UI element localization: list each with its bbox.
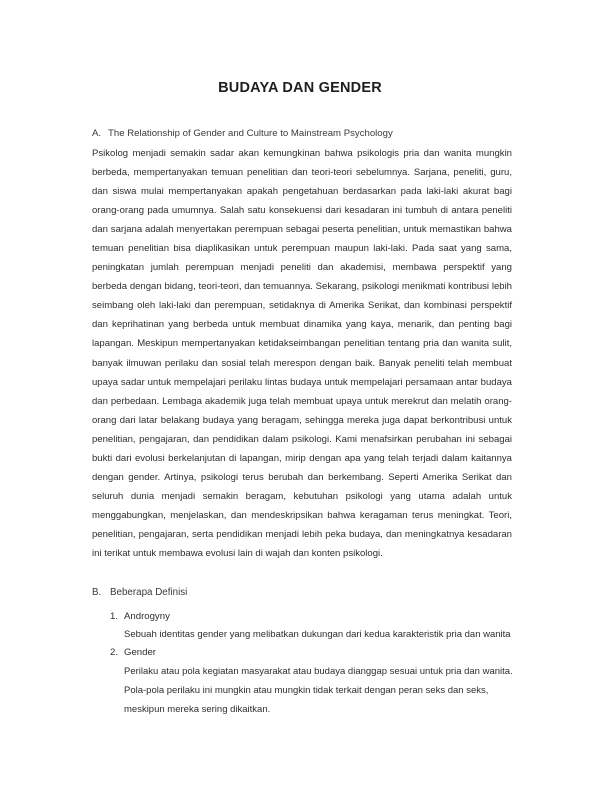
section-b-letter: B.	[92, 587, 102, 598]
section-a-paragraph: Psikolog menjadi semakin sadar akan kemungkinan bahwa psikologis pria dan wanita mungkin berbeda, mempertanyakan temuan penelitian dan teori-teori sebelumnya. Sarjana, peneliti, guru, dan siswa mulai mempertanyakan apakah pengetahuan berdasarkan pada laki-laki akurat bagi orang-orang pada umumnya. Salah satu konsekuensi dari kesadaran ini tumbuh di antara peneliti dan sarjana adalah menyertakan perempuan sebagai peserta penelitian, untuk memastikan bahwa temuan penelitian bisa diaplikasikan untuk perempuan maupun laki-laki. Pada saat yang sama, peningkatan jumlah perempuan menjadi peneliti dan akademisi, membawa perspektif yang berbeda dengan bidang, teori-teori, dan temuannya. Sekarang, psikologi menikmati kontribusi lebih seimbang oleh laki-laki dan perempuan, setidaknya di Amerika Serikat, dan kombinasi perspektif dan keprihatinan yang berbeda untuk membuat dinamika yang kaya, menarik, dan penting bagi lapangan. Meskipun mempertanyakan ketidakseimbangan penelitian tentang pria dan wanita sulit, banyak ilmuwan perilaku dan sosial telah merespon dengan baik. Banyak peneliti telah membuat upaya sadar untuk mempelajari perilaku lintas budaya untuk mempelajari persamaan antar budaya dan perbedaan. Lembaga akademik juga telah membuat upaya untuk merekrut dan melatih orang-orang dari latar belakang budaya yang beragam, sehingga mereka juga dapat berkontribusi untuk penelitian, pengajaran, dan pendidikan dalam psikologi. Kami menafsirkan perubahan ini sebagai bukti dari evolusi berkelanjutan di lapangan, mirip dengan apa yang telah terjadi dalam kaitannya dengan gender. Artinya, psikologi terus berubah dan berkembang. Seperti Amerika Serikat dan seluruh dunia menjadi semakin beragam, kebutuhan psikologi yang utama adalah untuk menggabungkan, menjelaskan, dan mendeskripsikan bahwa keragaman terus meningkat. Teori, penelitian, pengajaran, serta pendidikan menjadi lebih peka budaya, dan meningkatnya kesadaran ini terikat untuk membawa evolusi lain di wajah dan konten psikologi.	[92, 148, 512, 559]
document-title: BUDAYA DAN GENDER	[218, 80, 382, 96]
definition-term-androgyny	[110, 611, 170, 622]
definition-number: 1.	[110, 611, 119, 622]
definition-term-text: Androgyny	[124, 611, 170, 622]
section-a-letter: A.	[92, 128, 102, 139]
section-a-heading	[92, 128, 393, 139]
section-a-heading-text: The Relationship of Gender and Culture to Mainstream Psychology	[108, 128, 393, 139]
definition-term-gender	[110, 647, 156, 658]
definition-desc-gender: Perilaku atau pola kegiatan masyarakat atau budaya dianggap sesuai untuk pria dan wanita. Pola-pola perilaku ini mungkin atau mungkin tidak terkait dengan peran seks dan seks, meskipun mereka sering dikaitkan.	[124, 666, 513, 715]
section-b-heading	[92, 587, 187, 598]
definition-number: 2.	[110, 647, 119, 658]
definition-term-text: Gender	[124, 647, 156, 658]
definition-desc-androgyny: Sebuah identitas gender yang melibatkan dukungan dari kedua karakteristik pria dan wanita	[124, 629, 511, 640]
section-b-heading-text: Beberapa Definisi	[110, 587, 188, 598]
